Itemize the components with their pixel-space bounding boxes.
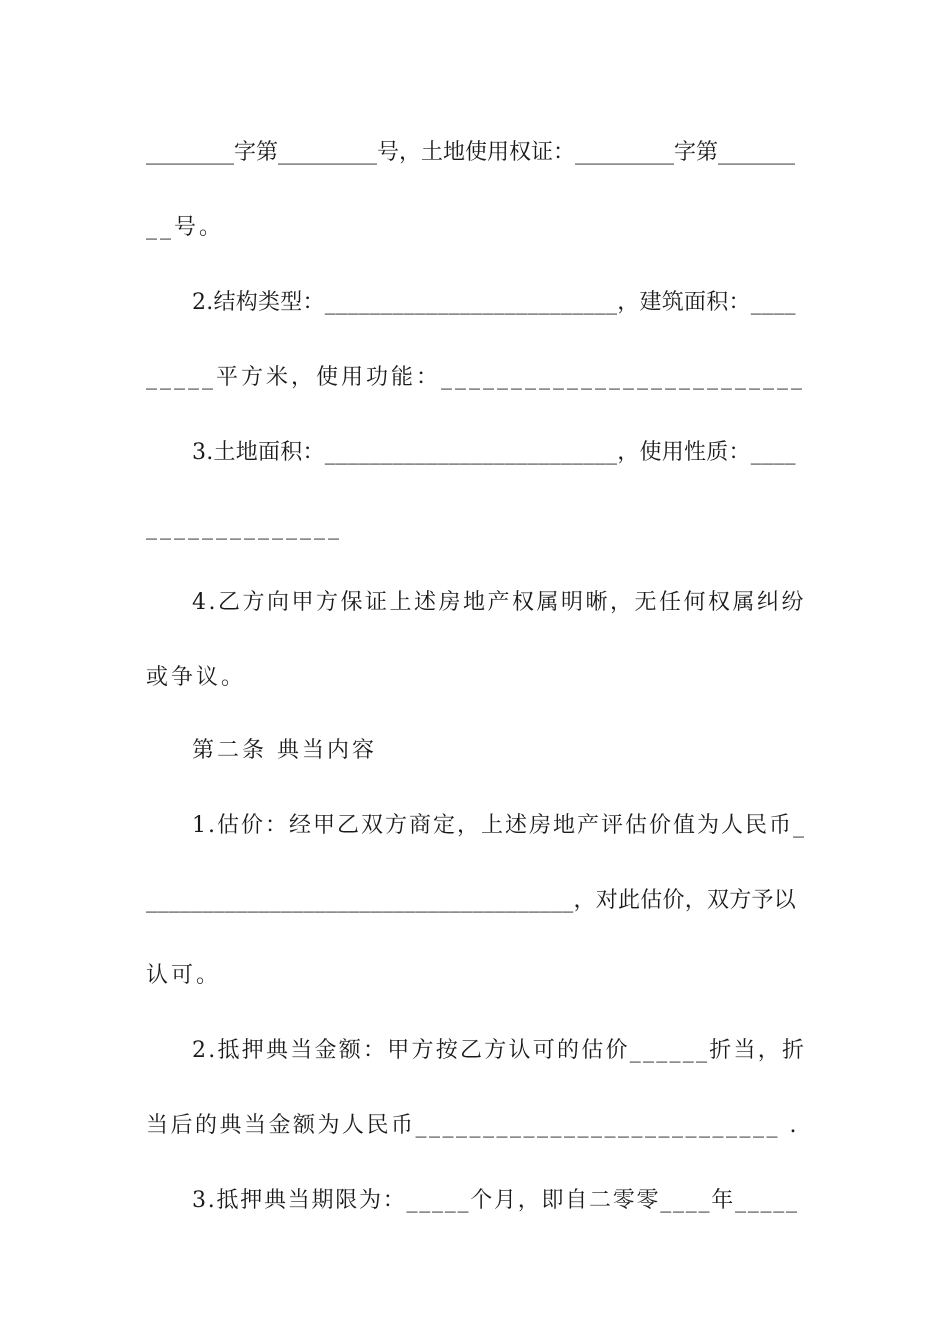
text-line-land-area: 3.土地面积：__________________________，使用性质：____ [192,440,796,465]
text-line-ownership-guarantee-end: 或争议。 [146,665,247,690]
text-line-land-use-blank: ______________ [146,515,342,540]
text-line-structure-type: 2.结构类型：__________________________，建筑面积：____ [192,290,796,315]
text-line-pawn-term: 3.抵押典当期限为：_____个月，即自二零零____年_____ [192,1188,799,1213]
text-line-valuation-end: 认可。 [146,963,222,988]
text-line-valuation-blank: ______________________________________，对此估价，双方予以 [146,888,797,913]
text-line-ownership-guarantee: 4.乙方向甲方保证上述房地产权属明晰，无任何权属纠纷 [192,590,806,615]
text-line-deed-number: ________字第_________号，土地使用权证：_________字第_______ [146,140,796,165]
text-line-pawn-amount-end: 当后的典当金额为人民币___________________________ . [146,1113,799,1138]
text-line-pawn-amount: 2.抵押典当金额：甲方按乙方认可的估价______折当，折 [192,1038,807,1063]
text-line-deed-number-end: __号。 [146,215,225,240]
text-line-valuation: 1.估价：经甲乙双方商定，上述房地产评估价值为人民币_ [192,813,806,838]
text-line-area-function: _____平方米，使用功能：__________________________ [146,365,806,390]
section-heading-article-2: 第二条 典当内容 [192,738,377,763]
